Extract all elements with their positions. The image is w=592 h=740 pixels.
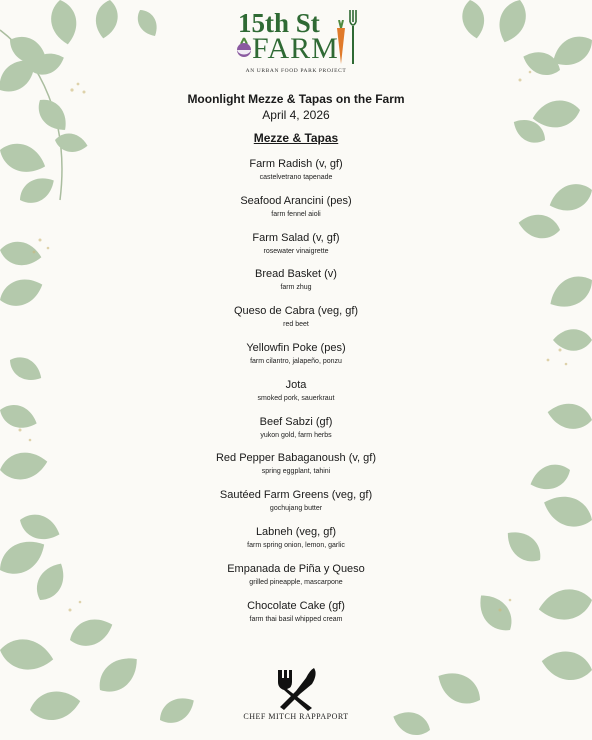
logo-text-farm: FARM (252, 32, 339, 65)
menu-item-description: gochujang butter (269, 505, 323, 513)
chef-credit: CHEF MITCH RAPPAPORT (243, 712, 349, 721)
menu-item-name: Labneh (veg, gf) (255, 525, 337, 538)
menu-item-description: grilled pineapple, mascarpone (249, 578, 343, 586)
menu-item-description: farm cilantro, jalapeño, ponzu (250, 357, 342, 365)
menu-item (0, 341, 592, 378)
menu-item-name: Yellowfin Poke (pes) (246, 341, 346, 354)
menu-item-name: Sautéed Farm Greens (veg, gf) (219, 489, 373, 502)
menu-item-description: smoked pork, sauerkraut (257, 394, 335, 402)
menu-item (0, 231, 592, 268)
menu-list (0, 157, 592, 635)
menu-item-description: spring eggplant, tahini (261, 468, 331, 476)
menu-item-description: red beet (283, 321, 309, 329)
menu-item (0, 304, 592, 341)
menu-item (0, 488, 592, 525)
carrot-icon (336, 20, 346, 64)
menu-item (0, 562, 592, 599)
event-title: Moonlight Mezze & Tapas on the Farm (187, 92, 405, 106)
logo-text-15th-st: 15th St (238, 8, 320, 38)
menu-item-description: castelvetrano tapenade (259, 174, 333, 181)
section-heading: Mezze & Tapas (253, 131, 339, 145)
crossed-utensils-icon (272, 664, 320, 712)
menu-item-name: Beef Sabzi (gf) (259, 415, 333, 428)
menu-item-description: farm zhug (280, 284, 312, 292)
menu-item-name: Seafood Arancini (pes) (240, 194, 352, 207)
menu-item (0, 267, 592, 304)
menu-item-name: Chocolate Cake (gf) (247, 599, 345, 612)
menu-item-name: Red Pepper Babaganoush (v, gf) (215, 452, 376, 465)
menu-item-name: Farm Radish (v, gf) (249, 158, 343, 170)
menu-item (0, 599, 592, 636)
logo-tagline: AN URBAN FOOD PARK PROJECT (245, 68, 347, 74)
menu-item-description: yukon gold, farm herbs (260, 431, 332, 439)
menu-item-description: farm thai basil whipped cream (249, 615, 343, 623)
menu-item (0, 415, 592, 452)
menu-item-description: farm spring onion, lemon, garlic (247, 541, 345, 549)
menu-item-name: Jota (285, 378, 307, 391)
menu-item (0, 525, 592, 562)
farm-logo (232, 6, 360, 76)
menu-item-name: Farm Salad (v, gf) (252, 231, 340, 244)
menu-item-name: Bread Basket (v) (255, 268, 337, 281)
menu-item-name: Empanada de Piña y Queso (227, 562, 365, 575)
menu-item (0, 194, 592, 231)
menu-item-name: Queso de Cabra (veg, gf) (233, 305, 359, 318)
menu-item (0, 378, 592, 415)
event-date: April 4, 2026 (262, 108, 330, 122)
menu-item-description: farm fennel aioli (271, 210, 321, 218)
turnip-icon (234, 36, 254, 58)
fork-icon (348, 10, 358, 64)
menu-item (0, 451, 592, 488)
menu-item-description: rosewater vinaigrette (263, 247, 329, 255)
menu-item (0, 157, 592, 194)
